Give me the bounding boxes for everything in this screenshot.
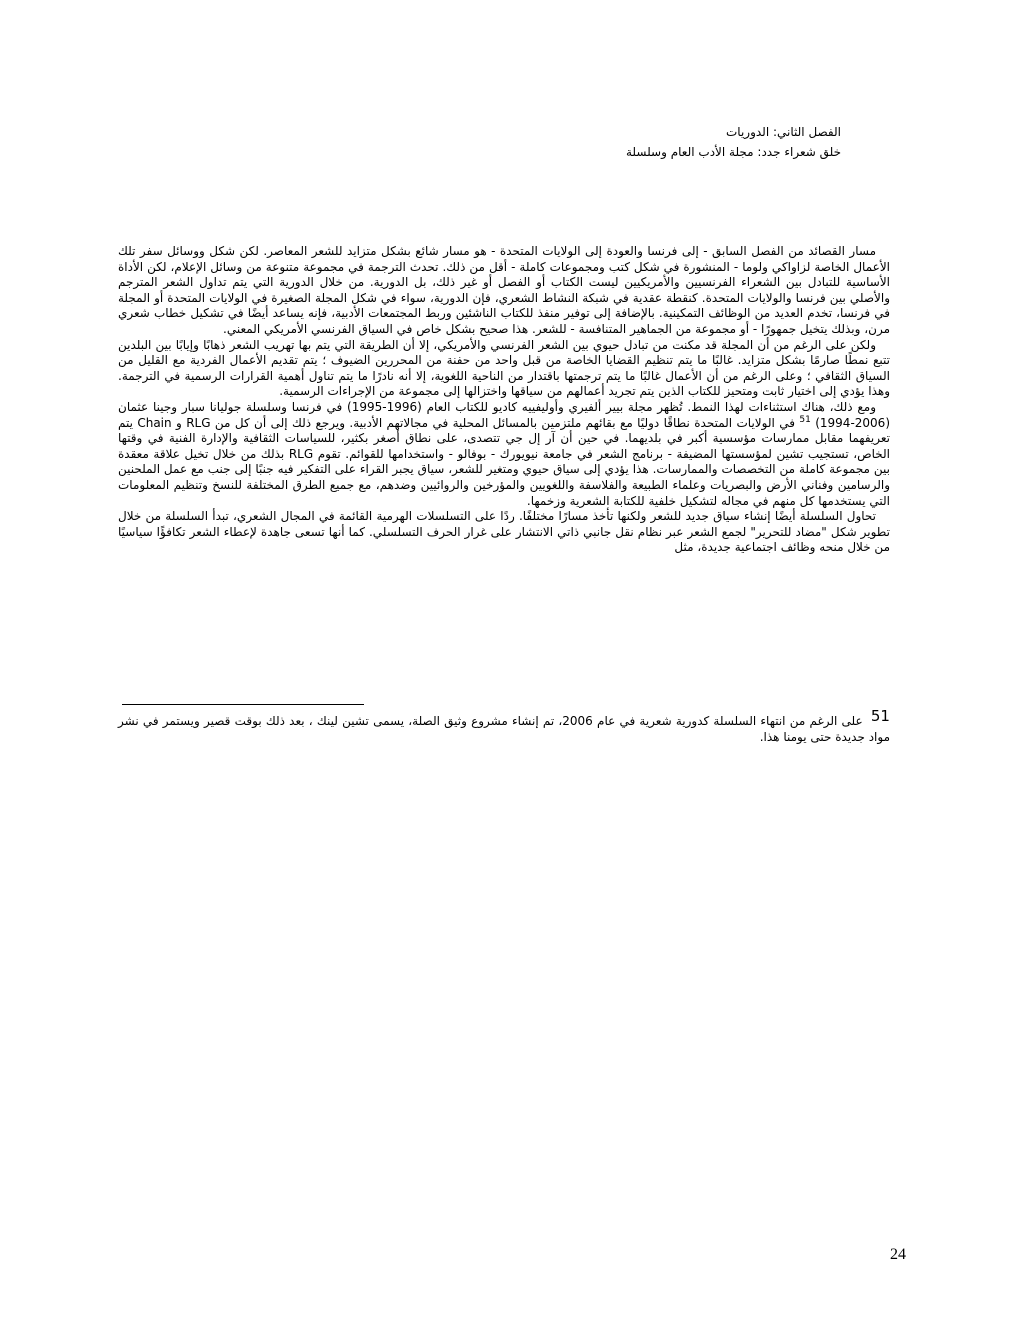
footnote-separator: [122, 704, 364, 705]
paragraph-3: [118, 400, 890, 509]
footnote-reference: 51: [799, 414, 811, 425]
chapter-title: الفصل الثاني: الدوريات: [725, 125, 841, 139]
chapter-subtitle: خلق شعراء جدد: مجلة الأدب العام وسلسلة: [625, 145, 841, 159]
footnote-text: على الرغم من انتهاء السلسلة كدورية شعرية في عام 2006، تم إنشاء مشروع وثيق الصلة، يسمى تشين لينك ، بعد ذلك بوقت قصير ويستمر في نشر مواد جديدة حتى يومنا هذا.: [118, 714, 890, 744]
page-number: 24: [890, 1246, 906, 1263]
paragraph-3-part-2: في الولايات المتحدة نطاقًا دوليًا مع بقائهم ملتزمين بالمسائل المحلية في مجالاتهم الأدبية. ويرجع ذلك إلى أن كل من RLG و Chain يتم تعريفهما مقابل ممارسات مؤسسية أكبر في بلديهما. في حين أن آر إل جي تتصدى، على نطاق أصغر بكثير، للسياسات الثقافية والإدارة الفنية في وقتها الخاص، تستجيب تشين لمؤسستها المضيفة - برنامج الشعر في جامعة نيويورك - بوفالو - واستخدامها للقوائم. تقوم RLG بذلك من خلال تخيل علاقة معقدة بين مجموعة كاملة من التخصصات والممارسات. هذا يؤدي إلى سياق حيوي ومتغير للشعر، سياق يجبر القراء على التفكير فيه جنبًا إلى جنب مع عمل الملحنين والرسامين وفناني الأرض والبصريات وعلماء الطبيعة والفلاسفة واللغويين والمؤرخين والروائيين وضدهم، مع جميع الطرق المختلفة للنسخ وتنظيم المعلومات التي يستخدمها كل منهم في مجاله لتشكيل خلفية للكتابة الشعرية وزخمها.: [118, 415, 890, 508]
footnote-number: 51: [870, 707, 890, 725]
paragraph-3-part-1: ومع ذلك، هناك استثناءات لهذا النمط. تُظهر مجلة بيير ألفيري وأوليفييه كاديو للكتاب العام (1996-1995) في فرنسا وسلسلة جوليانا سبار وجينا عثمان (2006-1994): [118, 399, 891, 430]
paragraph-4: تحاول السلسلة أيضًا إنشاء سياق جديد للشعر ولكنها تأخذ مسارًا مختلفًا. ردًا على التسلسلات الهرمية القائمة في المجال الشعري، تبدأ السلسلة من خلال تطوير شكل "مضاد للتحرير" لجمع الشعر عبر نظام نقل جانبي ذاتي الانتشار على غرار الحرف التسلسلي. كما أنها تسعى جاهدة لإعطاء الشعر تكافؤًا سياسيًا من خلال منحه وظائف اجتماعية جديدة، مثل: [118, 509, 890, 555]
body-text: [118, 244, 890, 556]
paragraph-1: مسار القصائد من الفصل السابق - إلى فرنسا والعودة إلى الولايات المتحدة - هو مسار شائع بشكل متزايد للشعر المعاصر. لكن شكل ووسائل سفر تلك الأعمال الخاصة لزاواكي ولوما - المنشورة في شكل كتب ومجموعات كاملة - أقل من ذلك. تحدث الترجمة في مجموعة متنوعة من وسائل الإعلام، لكن الأداة الأساسية للتبادل بين الشعراء الفرنسيين والأمريكيين ليست الكتاب أو الفصل أو غير ذلك، بل الدورية. من خلال الدورية التي يتم تداول الشعر المترجم والأصلي بين فرنسا والولايات المتحدة. كنقطة عقدية في شبكة النشاط الشعري، فإن الدورية، سواء في شكل المجلة الصغيرة في الولايات المتحدة أو المجلة في فرنسا، تخدم العديد من الوظائف التمكينية. بالإضافة إلى توفير منفذ للكتاب الناشئين وربط المجتمعات الأدبية، فإنه يساعد أيضًا في تشكيل خطاب شعري مرن، وبذلك يتخيل جمهورًا - أو مجموعة من الجماهير المتنافسة - للشعر. هذا صحيح بشكل خاص في السياق الفرنسي الأمريكي المعني.: [118, 244, 890, 336]
footnote: [118, 707, 890, 745]
chapter-header: [241, 122, 841, 162]
paragraph-2: ولكن على الرغم من أن المجلة قد مكنت من تبادل حيوي بين الشعر الفرنسي والأمريكي، إلا أن الطريقة التي يتم بها تهريب الشعر ذهابًا وإيابًا بين البلدين تتبع نمطًا صارمًا بشكل متزايد. غالبًا ما يتم تنظيم القضايا الخاصة من قبل واحد من حفنة من المحررين الضيوف ؛ يتم تقديم الأعمال الفردية مع القليل من السياق الثقافي ؛ وعلى الرغم من أن الأعمال غالبًا ما يتم ترجمتها باقتدار من الناحية اللغوية، إلا أنه نادرًا ما يتم تناول أهمية القرارات الرسمية في الترجمة. وهذا يؤدي إلى اختيار ثابت ومتحيز للكتاب الذين يتم تجريد أعمالهم من سياقها واختزالها إلى مجموعة من الإجراءات الرسمية.: [118, 337, 890, 399]
